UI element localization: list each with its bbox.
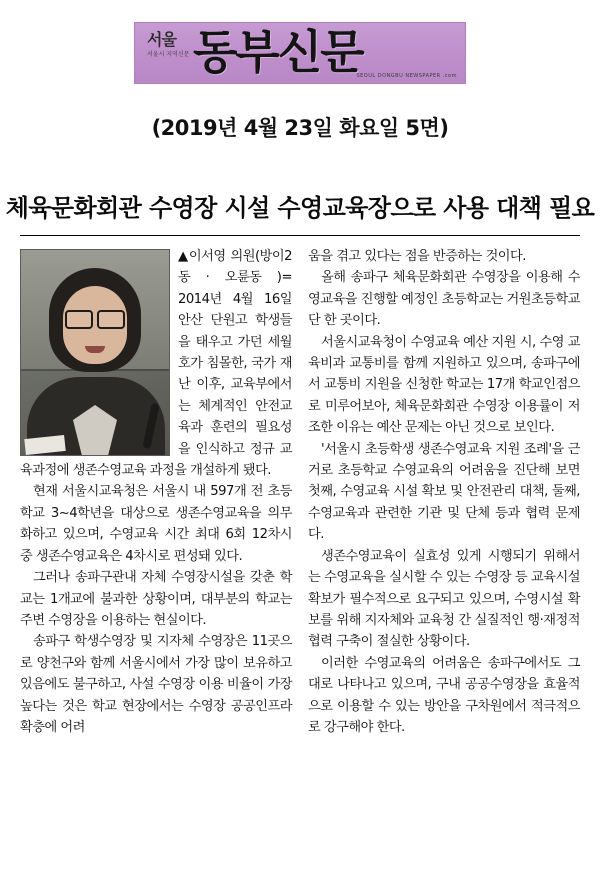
paragraph: 서울시교육청이 수영교육 예산 지원 시, 수영 교육비과 교통비를 함께 지원하고 있으며, 송파구에서 교통비 지원을 신청한 학교는 17개 학교인점으로 미루어보아, 체육문화회관 수영장 이용률이 저조한 이유는 예산 문제는 아닌 것으로 보인다. bbox=[308, 334, 580, 436]
column-left bbox=[20, 246, 292, 738]
portrait-photo bbox=[20, 249, 170, 456]
masthead-title: 동부신문 bbox=[193, 25, 363, 79]
paragraph: 현재 서울시교육청은 서울시 내 597개 전 초등학교 3~4학년을 대상으로 생존수영교육을 의무화하고 있으며, 수영교육 시간 최대 6회 12차시 중 생존수영교육은 4차시로 편성돼 있다. bbox=[20, 484, 292, 564]
paragraph: ▲이서영 의원(방이2동 · 오륜동 )= 2014년 4월 16일 안산 단원고 학생들을 태우고 가던 세월호가 침몰한, 국가 재난 이후, 교육부에서는 체계적인 안전교육과 훈련의 필요성을 인식하고 정규 교육과정에 생존수영교육 과정을 개설하게 됐다. bbox=[20, 249, 292, 479]
masthead-banner bbox=[134, 22, 466, 84]
paragraph: 송파구 학생수영장 및 지자체 수영장은 11곳으로 양천구와 함께 서울시에서 가장 많이 보유하고 있음에도 불구하고, 사설 수영장 이용 비율이 가장 높다는 것은 학교 현장에서는 수영장 공공인프라 확충에 어려 bbox=[20, 634, 292, 735]
paragraph: 생존수영교육이 실효성 있게 시행되기 위해서는 수영교육을 실시할 수 있는 수영장 등 교육시설 확보가 필수적으로 요구되고 있으며, 수영시설 확보를 위해 지자체와 교육청 간 실질적인 행·재정적 협력 구축이 절실한 상황이다. bbox=[308, 548, 580, 650]
masthead-seoul-label: 서울 bbox=[147, 30, 176, 49]
masthead-seoul-sublabel: 서울시 지역신문 bbox=[147, 51, 190, 58]
paragraph: 그러나 송파구관내 자체 수영장시설을 갖춘 학교는 1개교에 불과한 상황이며, 대부분의 학교는 주변 수영장을 이용하는 현실이다. bbox=[20, 570, 292, 628]
dateline: (2019년 4월 23일 화요일 5면) bbox=[151, 116, 449, 140]
glasses-icon bbox=[65, 310, 125, 326]
column-right bbox=[308, 246, 580, 738]
masthead bbox=[0, 0, 600, 84]
paragraph: 움을 겪고 있다는 점을 반증하는 것이다. bbox=[308, 249, 526, 264]
paragraph: 이러한 수영교육의 어려움은 송파구에서도 그대로 나타나고 있으며, 구내 공공수영장을 효율적으로 이용할 수 있는 방안을 구차원에서 적극적으로 강구해야 한다. bbox=[308, 655, 580, 735]
article-headline: 체육문화회관 수영장 시설 수영교육장으로 사용 대책 필요 bbox=[5, 194, 595, 222]
paragraph: 올해 송파구 체육문화회관 수영장을 이용해 수영교육을 진행할 예정인 초등학교는 거원초등학교 단 한 곳이다. bbox=[308, 270, 580, 329]
paragraph: '서울시 초등학생 생존수영교육 지원 조례'을 근거로 초등학교 수영교육의 어려움을 진단해 보면 첫째, 수영교육 시설 확보 및 안전관리 대책, 둘째, 수영교육과 관련한 기관 및 단체 등과 협력 문제다. bbox=[308, 441, 580, 543]
article-body bbox=[20, 236, 580, 738]
masthead-english-strip: SEOUL DONGBU NEWSPAPER .com bbox=[356, 73, 457, 79]
